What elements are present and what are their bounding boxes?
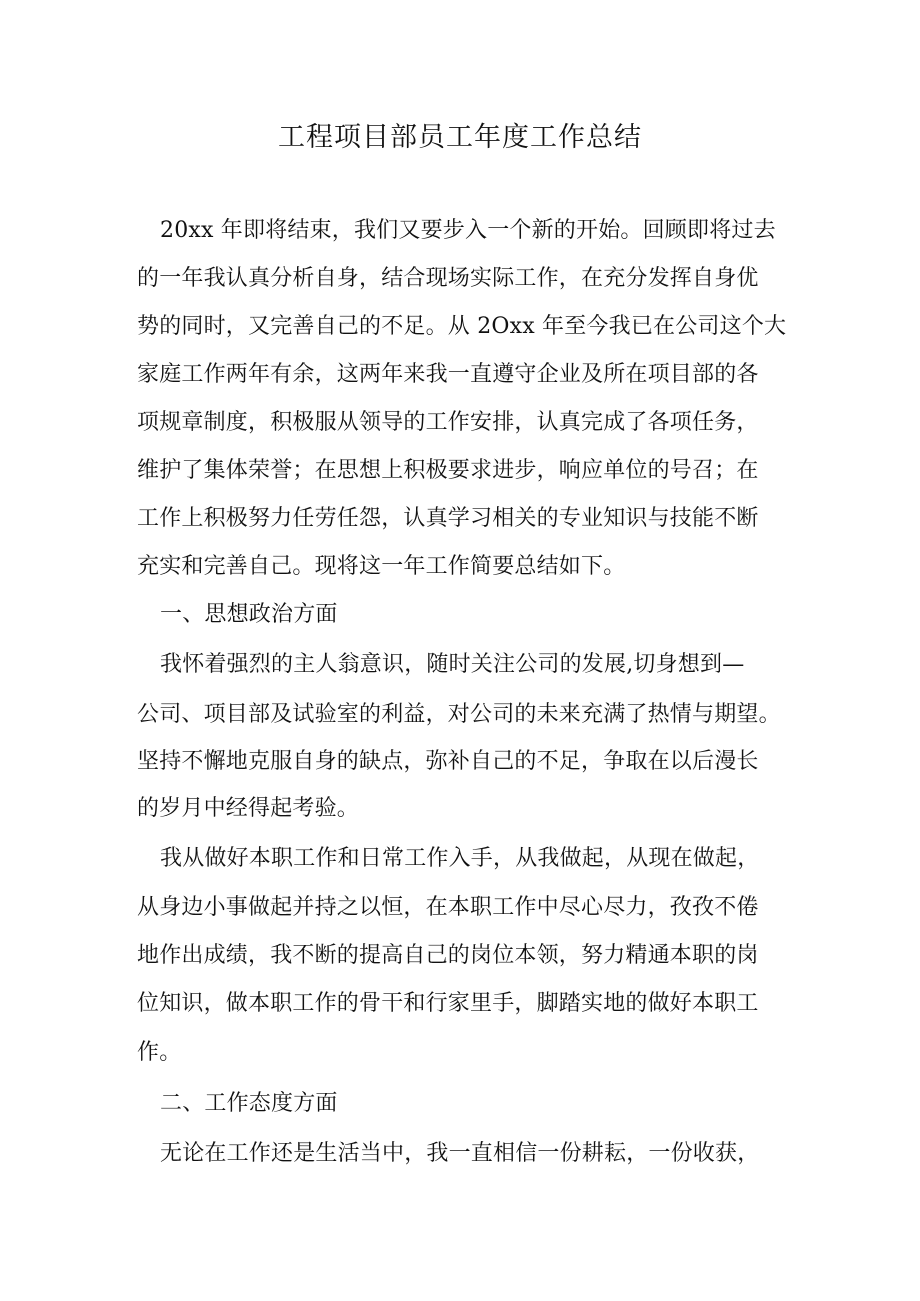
paragraph-line: 的岁月中经得起考验。 (137, 796, 360, 821)
paragraph-line: 我从做好本职工作和日常工作入手，从我做起，从现在做起， (160, 846, 760, 871)
paragraph-line: 家庭工作两年有余，这两年来我一直遵守企业及所在项目部的各 (137, 362, 759, 387)
paragraph-line: 工作上积极努力任劳任怨，认真学习相关的专业知识与技能不断 (137, 506, 759, 531)
paragraph-line: 位知识，做本职工作的骨干和行家里手，脚踏实地的做好本职工 (137, 991, 759, 1016)
paragraph-line: 充实和完善自己。现将这一年工作简要总结如下。 (137, 554, 626, 579)
paragraph-line: 项规章制度，积极服从领导的工作安排，认真完成了各项任务， (137, 410, 759, 435)
paragraph-line: 维护了集体荣誉；在思想上积极要求进步，响应单位的号召；在 (137, 458, 759, 483)
paragraph-line: 从身边小事做起并持之以恒，在本职工作中尽心尽力，孜孜不倦 (137, 895, 759, 920)
paragraph-line: 20xx 年即将结束，我们又要步入一个新的开始。回顾即将过去 (160, 218, 776, 243)
paragraph-line: 地作出成绩，我不断的提高自己的岗位本领，努力精通本职的岗 (137, 943, 759, 968)
paragraph-line: 坚持不懈地克服自身的缺点，弥补自己的不足，争取在以后漫长 (137, 749, 759, 774)
section-heading: 一、思想政治方面 (160, 602, 338, 627)
paragraph-line: 无论在工作还是生活当中，我一直相信一份耕耘，一份收获， (160, 1141, 760, 1166)
paragraph-line: 势的同时，又完善自己的不足。从 2Oxx 年至今我已在公司这个大 (137, 314, 787, 339)
paragraph-line: 作。 (137, 1040, 182, 1065)
paragraph-line: 的一年我认真分析自身，结合现场实际工作，在充分发挥自身优 (137, 266, 759, 291)
section-heading: 二、工作态度方面 (160, 1091, 338, 1116)
document-title: 工程项目部员工年度工作总结 (278, 122, 642, 153)
paragraph-line: 公司、项目部及试验室的利益，对公司的未来充满了热情与期望。 (137, 702, 781, 727)
paragraph-line: 我怀着强烈的主人翁意识，随时关注公司的发展,切身想到— (160, 652, 745, 677)
